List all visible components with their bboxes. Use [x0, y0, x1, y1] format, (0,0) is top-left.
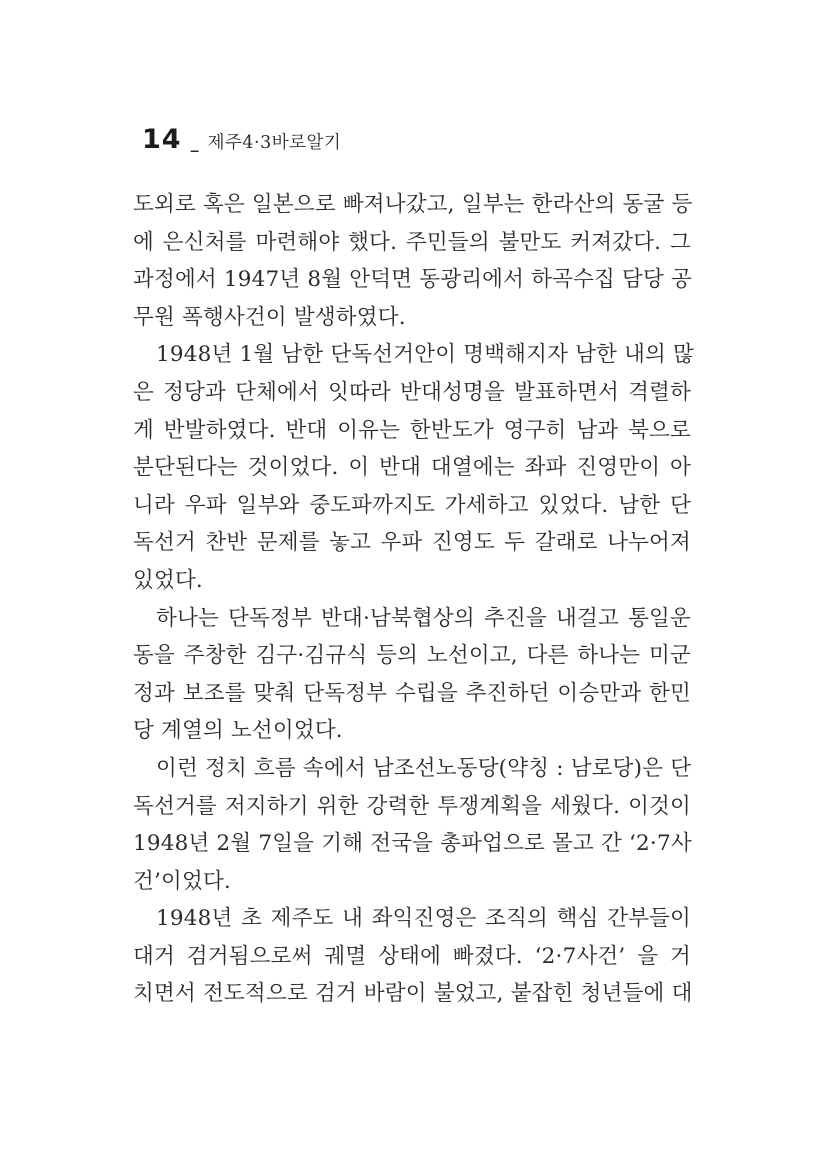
- paragraph: [133, 900, 691, 1013]
- text-line: 이런 정치 흐름 속에서 남조선노동당(약칭 : 남로당)은 단: [156, 755, 692, 781]
- running-head-title: 제주4·3바로알기: [207, 133, 342, 153]
- paragraph: [133, 186, 691, 336]
- text-line: 에 은신처를 마련해야 했다. 주민들의 불만도 커져갔다. 그: [133, 229, 691, 255]
- text-line: 1948년 1월 남한 단독선거안이 명백해지자 남한 내의 많: [156, 342, 695, 368]
- text-line: 대거 검거됨으로써 궤멸 상태에 빠졌다. ‘2·7사건’ 을 거: [133, 943, 691, 969]
- text-line: 니라 우파 일부와 중도파까지도 가세하고 있었다. 남한 단: [133, 492, 691, 518]
- text-line: 하나는 단독정부 반대·남북협상의 추진을 내걸고 통일운: [156, 605, 691, 631]
- page-body: [133, 186, 695, 1013]
- text-line: 동을 주창한 김구·김규식 등의 노선이고, 다른 하나는 미군: [133, 643, 691, 669]
- text-line: 독선거를 저지하기 위한 강력한 투쟁계획을 세웠다. 이것이: [133, 793, 691, 819]
- text-line: 1948년 초 제주도 내 좌익진영은 조직의 핵심 간부들이: [156, 906, 691, 932]
- text-line: 은 정당과 단체에서 잇따라 반대성명을 발표하면서 격렬하: [133, 379, 691, 405]
- text-line: 정과 보조를 맞춰 단독정부 수립을 추진하던 이승만과 한민: [133, 680, 691, 706]
- text-line: 무원 폭행사건이 발생하였다.: [133, 304, 406, 330]
- text-line: 독선거 찬반 문제를 놓고 우파 진영도 두 갈래로 나누어져: [133, 530, 691, 556]
- text-line: 게 반발하였다. 반대 이유는 한반도가 영구히 남과 북으로: [133, 417, 691, 443]
- text-line: 건’이었다.: [133, 868, 231, 894]
- paragraph: [133, 750, 691, 900]
- text-line: 도외로 혹은 일본으로 빠져나갔고, 일부는 한라산의 동굴 등: [133, 192, 693, 217]
- text-line: 분단된다는 것이었다. 이 반대 대열에는 좌파 진영만이 아: [133, 455, 691, 481]
- text-line: 1948년 2월 7일을 기해 전국을 총파업으로 몰고 간 ‘2·7사: [133, 831, 692, 857]
- text-line: 치면서 전도적으로 검거 바람이 불었고, 붙잡힌 청년들에 대: [133, 981, 693, 1007]
- paragraph: [133, 336, 695, 599]
- header-separator: _: [190, 133, 199, 152]
- page-header: [142, 124, 341, 155]
- text-line: 있었다.: [133, 567, 203, 593]
- paragraph: [133, 600, 691, 750]
- text-line: 과정에서 1947년 8월 안덕면 동광리에서 하곡수집 담당 공: [133, 267, 692, 293]
- page-number: 14: [142, 124, 182, 155]
- text-line: 당 계열의 노선이었다.: [133, 718, 343, 744]
